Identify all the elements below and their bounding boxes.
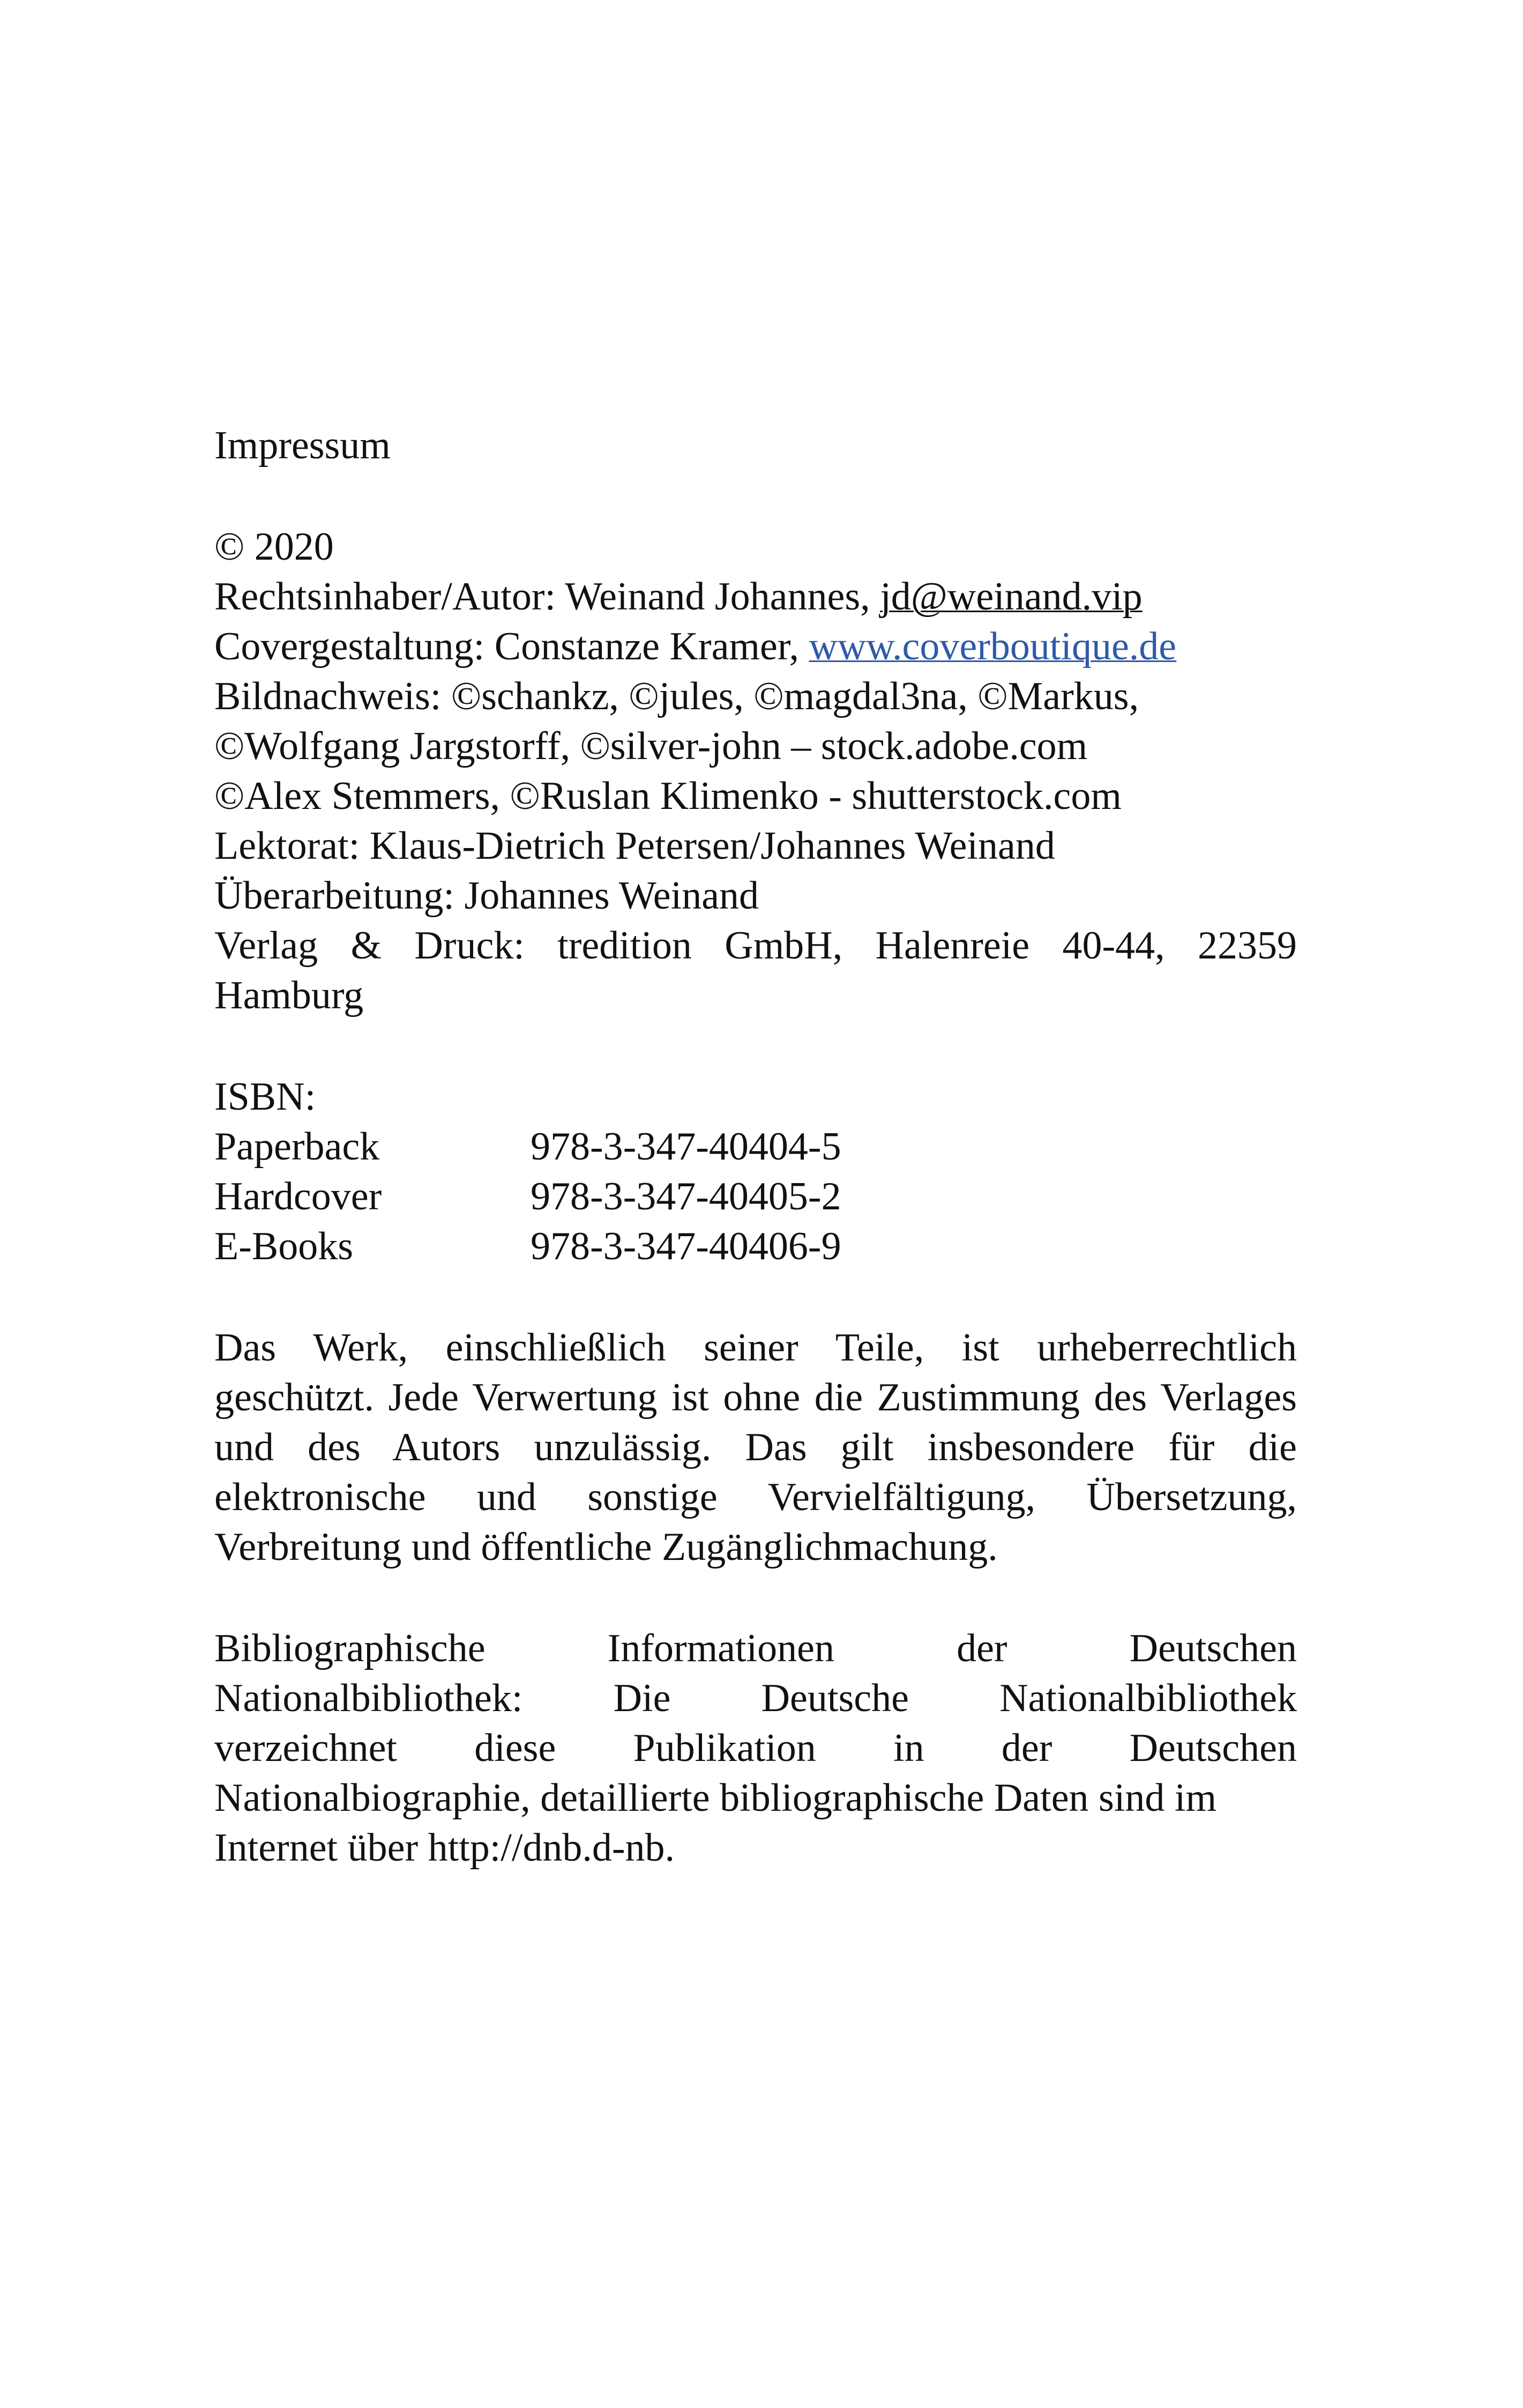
publisher-word: tredition	[557, 924, 692, 968]
spacer	[214, 471, 1297, 522]
bib-word: diese	[474, 1726, 556, 1770]
bib-word: der	[1001, 1726, 1052, 1770]
bibliographic-line-3	[214, 1723, 1297, 1773]
revision-line: Überarbeitung: Johannes Weinand	[214, 874, 759, 918]
coverboutique-link[interactable]: www.coverboutique.de	[809, 625, 1177, 668]
bib-word: Bibliographische	[214, 1626, 486, 1670]
imprint-heading: Impressum	[214, 423, 391, 467]
copyright-year: © 2020	[214, 525, 334, 569]
bib-word: Die	[613, 1676, 671, 1720]
publisher-word: GmbH,	[725, 924, 843, 968]
spacer	[214, 1572, 1297, 1624]
bib-word: Nationalbibliothek	[999, 1676, 1297, 1720]
publisher-word: Druck:	[414, 924, 525, 968]
isbn-number: 978-3-347-40405-2	[531, 1175, 841, 1218]
isbn-row-paperback	[214, 1122, 1297, 1172]
publisher-word: Verlag	[214, 924, 318, 968]
isbn-format: E-Books	[214, 1224, 353, 1268]
rights-holder-line	[214, 572, 1297, 622]
isbn-format: Paperback	[214, 1125, 380, 1169]
isbn-number: 978-3-347-40404-5	[531, 1125, 841, 1169]
isbn-row-ebooks	[214, 1222, 1297, 1272]
bib-word: Deutschen	[1129, 1726, 1297, 1770]
image-credits-line-2: ©Wolfgang Jargstorff, ©silver-john – stock.adobe.com	[214, 724, 1088, 768]
copyright-notice-paragraph: Das Werk, einschließlich seiner Teile, ist urheberrechtlich geschützt. Jede Verwertung ist ohne die Zustimmung des Verlages und des Autors unzulässig. Das gilt insbesondere für die elektronische und sonstige Vervielfältigung, Übersetzung, Verbreitung und öffentliche Zugänglichmachung.	[214, 1326, 1297, 1569]
spacer	[214, 1272, 1297, 1323]
bibliographic-info-paragraph	[214, 1624, 1297, 1873]
bib-word: Deutsche	[761, 1676, 909, 1720]
bibliographic-line-5: Internet über http://dnb.d-nb.	[214, 1826, 675, 1870]
bibliographic-line-4: Nationalbiographie, detaillierte bibliographische Daten sind im	[214, 1776, 1217, 1820]
bibliographic-line-2	[214, 1674, 1297, 1723]
imprint-page	[214, 421, 1297, 1873]
editing-line: Lektorat: Klaus-Dietrich Petersen/Johannes Weinand	[214, 824, 1055, 868]
publisher-line	[214, 921, 1297, 971]
image-credits-line-3: ©Alex Stemmers, ©Ruslan Klimenko - shutterstock.com	[214, 774, 1122, 818]
isbn-label: ISBN:	[214, 1075, 316, 1119]
publisher-word: &	[350, 924, 382, 968]
publisher-city: Hamburg	[214, 973, 364, 1017]
bibliographic-line-1	[214, 1624, 1297, 1674]
bib-word: in	[893, 1726, 924, 1770]
image-credits-line-1: Bildnachweis: ©schankz, ©jules, ©magdal3na, ©Markus,	[214, 674, 1139, 718]
bib-word: Deutschen	[1129, 1626, 1297, 1670]
isbn-number: 978-3-347-40406-9	[531, 1224, 841, 1268]
publisher-word: Halenreie	[875, 924, 1030, 968]
bib-word: Informationen	[607, 1626, 834, 1670]
bib-word: verzeichnet	[214, 1726, 397, 1770]
publisher-word: 22359	[1197, 924, 1297, 968]
bib-word: Publikation	[633, 1726, 816, 1770]
author-email-link[interactable]: jd@weinand.vip	[880, 575, 1143, 619]
isbn-format: Hardcover	[214, 1175, 382, 1218]
bib-word: Nationalbibliothek:	[214, 1676, 523, 1720]
spacer	[214, 1021, 1297, 1072]
cover-design-label: Covergestaltung: Constanze Kramer,	[214, 625, 809, 668]
rights-holder-label: Rechtsinhaber/Autor: Weinand Johannes,	[214, 575, 880, 619]
isbn-row-hardcover	[214, 1172, 1297, 1222]
bib-word: der	[957, 1626, 1007, 1670]
cover-design-line	[214, 622, 1297, 672]
publisher-word: 40-44,	[1062, 924, 1165, 968]
